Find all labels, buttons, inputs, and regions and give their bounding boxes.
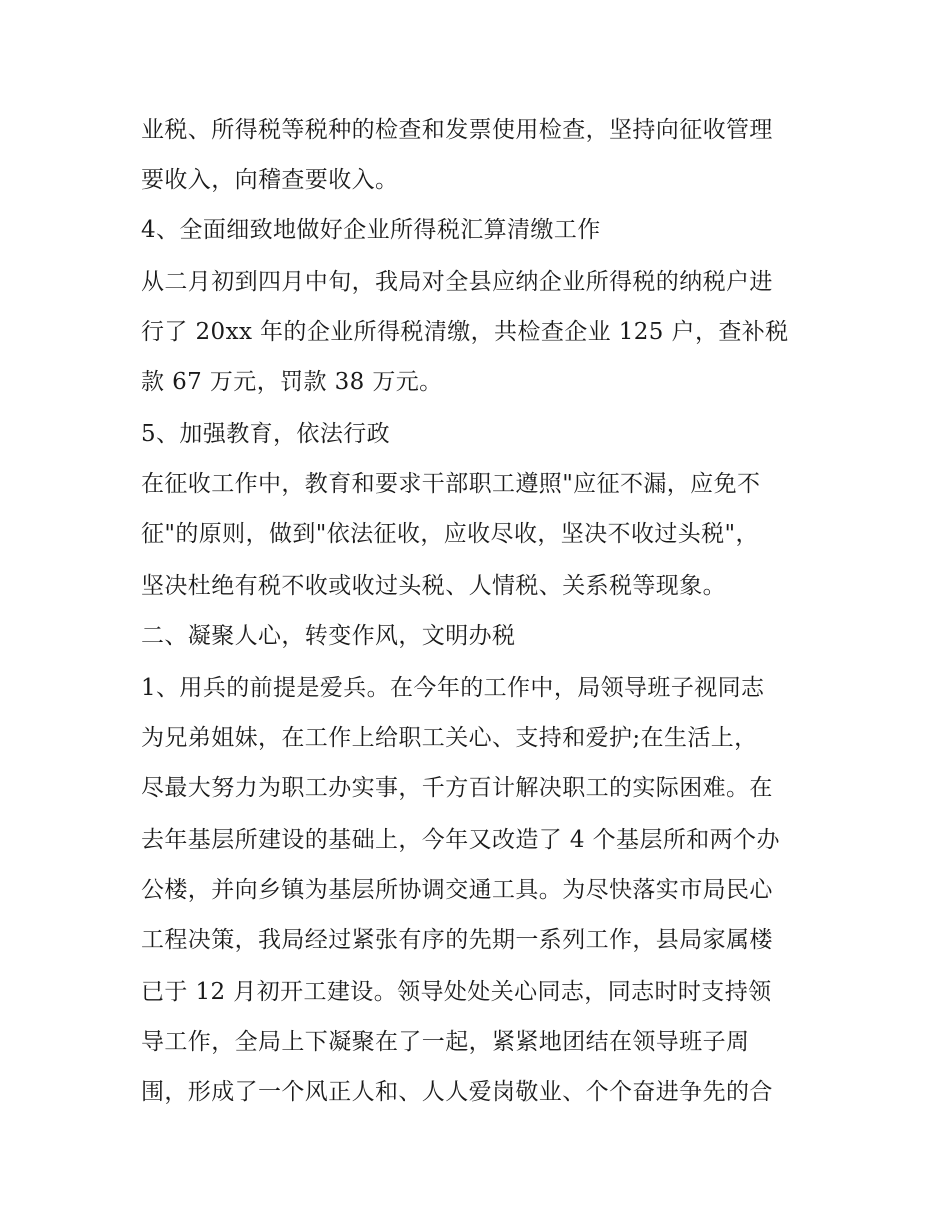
section-heading: 4、全面细致地做好企业所得税汇算清缴工作 (141, 217, 601, 243)
text-line: 已于 12 月初开工建设。领导处处关心同志，同志时时支持领 (141, 979, 772, 1005)
text-line: 工程决策，我局经过紧张有序的先期一系列工作，县局家属楼 (141, 927, 773, 953)
text-line: 行了 20xx 年的企业所得税清缴，共检查企业 125 户，查补税 (141, 319, 789, 345)
text-line: 业税、所得税等税种的检查和发票使用检查，坚持向征收管理 (141, 117, 773, 143)
text-line: 在征收工作中，教育和要求干部职工遵照"应征不漏，应免不 (141, 471, 761, 497)
text-line: 坚决杜绝有税不收或收过头税、人情税、关系税等现象。 (141, 573, 726, 599)
text-line: 款 67 万元，罚款 38 万元。 (141, 369, 443, 395)
text-line: 导工作，全局上下凝聚在了一起，紧紧地团结在领导班子周 (141, 1029, 750, 1055)
text-line: 去年基层所建设的基础上，今年又改造了 4 个基层所和两个办 (141, 827, 780, 853)
section-heading: 二、凝聚人心，转变作风，文明办税 (141, 623, 516, 649)
text-line: 1、用兵的前提是爱兵。在今年的工作中，局领导班子视同志 (141, 675, 765, 701)
text-line: 征"的原则，做到"依法征收，应收尽收，坚决不收过头税"， (141, 521, 759, 547)
text-line: 从二月初到四月中旬，我局对全县应纳企业所得税的纳税户进 (141, 269, 773, 295)
text-line: 尽最大努力为职工办实事，千方百计解决职工的实际困难。在 (141, 775, 773, 801)
text-line: 公楼，并向乡镇为基层所协调交通工具。为尽快落实市局民心 (141, 877, 773, 903)
text-line: 围，形成了一个风正人和、人人爱岗敬业、个个奋进争先的合 (141, 1079, 773, 1105)
text-line: 要收入，向稽查要收入。 (141, 167, 399, 193)
text-line: 为兄弟姐妹，在工作上给职工关心、支持和爱护;在生活上， (141, 725, 758, 751)
section-heading: 5、加强教育，依法行政 (141, 421, 391, 447)
